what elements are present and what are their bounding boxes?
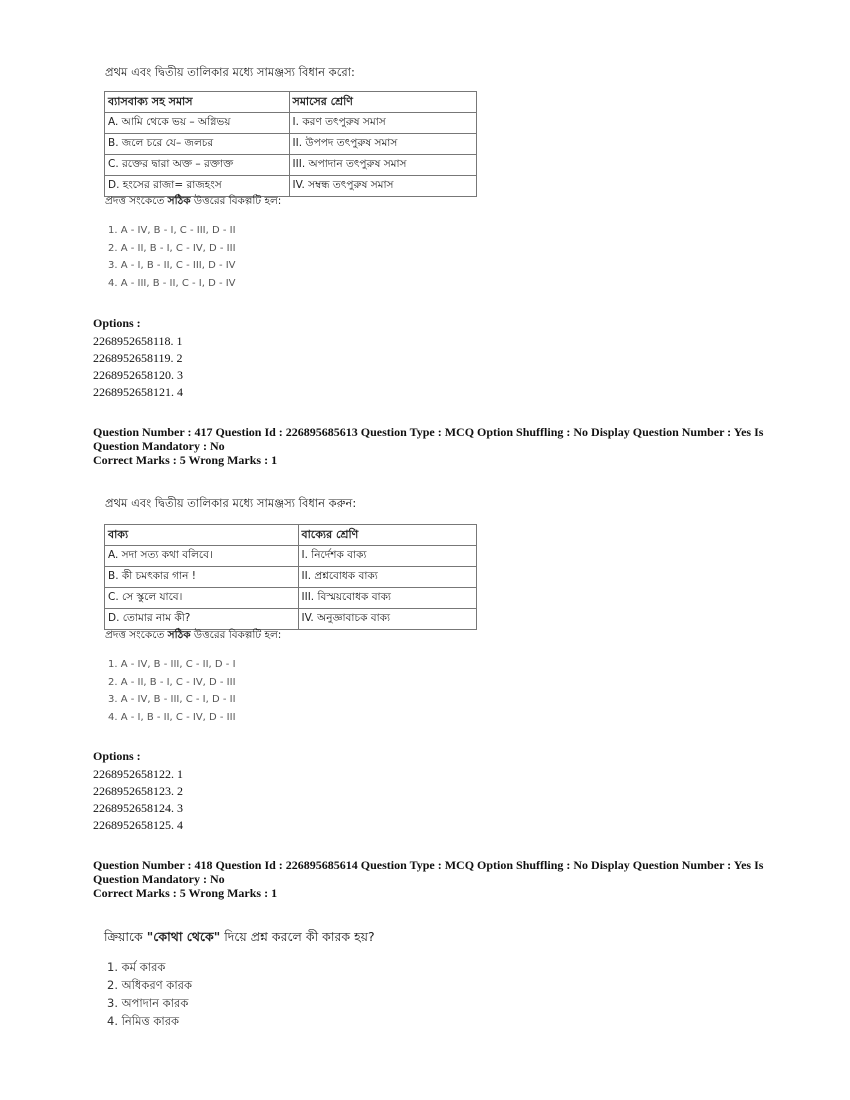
option-id-item: 2268952658124. 3: [93, 801, 183, 815]
table-header-cell: বাক্য: [105, 525, 299, 546]
q3-stem-suffix: দিয়ে প্রশ্ন করলে কী কারক হয়?: [220, 929, 375, 944]
table-cell: D. হংসের রাজা= রাজহংস: [105, 176, 290, 197]
table-cell: IV. সম্বন্ধ তৎপুরুষ সমাস: [289, 176, 476, 197]
table-cell: A. সদা সত্য কথা বলিবে।: [105, 546, 299, 567]
option-id-item: 2268952658120. 3: [93, 368, 183, 382]
q1-prompt: [105, 194, 281, 211]
table-row: [105, 567, 477, 588]
q2-prompt-bold: সঠিক: [167, 629, 191, 641]
q3-meta-line: Question Mandatory : No: [93, 872, 225, 886]
q1-prompt-bold: সঠিক: [167, 195, 191, 207]
q3-stem-prefix: ক্রিয়াকে: [104, 929, 147, 944]
q2-meta-block: [93, 425, 773, 467]
option-id-item: 2268952658121. 4: [93, 385, 183, 399]
table-cell: A. আমি থেকে ভয় – অগ্নিভয়: [105, 113, 290, 134]
choice-item: 1. A - IV, B - I, C - III, D - II: [108, 225, 236, 236]
table-row: [105, 155, 477, 176]
q2-instruction: প্রথম এবং দ্বিতীয় তালিকার মধ্যে সামঞ্জস্য বিধান করুন:: [105, 496, 357, 510]
q2-match-table: [104, 524, 477, 630]
q3-meta-line: Correct Marks : 5 Wrong Marks : 1: [93, 886, 278, 900]
q2-options-label: Options :: [93, 749, 141, 763]
table-cell: C. রক্তের দ্বারা অক্ত – রক্তাক্ত: [105, 155, 290, 176]
q3-meta-block: [93, 858, 773, 900]
choice-item: 3. A - IV, B - III, C - I, D - II: [108, 694, 236, 705]
table-cell: III. অপাদান তৎপুরুষ সমাস: [289, 155, 476, 176]
choice-item: 3. A - I, B - II, C - III, D - IV: [108, 260, 236, 271]
table-header-cell: ব্যাসবাক্য সহ সমাস: [105, 92, 290, 113]
q3-meta-line: Question Number : 418 Question Id : 226895685614 Question Type : MCQ Option Shuffling : No Display Question Number : Yes Is: [93, 858, 764, 872]
q1-prompt-suffix: উত্তরের বিকল্পটি হল:: [190, 195, 282, 207]
table-cell: D. তোমার নাম কী?: [105, 609, 299, 630]
q2-prompt: [105, 628, 281, 645]
choice-item: 2. A - II, B - I, C - IV, D - III: [108, 242, 236, 254]
table-cell: B. জলে চরে যে– জলচর: [105, 134, 290, 155]
choice-item: 4. A - I, B - II, C - IV, D - III: [108, 711, 236, 723]
choice-item: 2. অধিকরণ কারক: [107, 978, 193, 992]
table-cell: B. কী চমৎকার গান !: [105, 567, 299, 588]
q2-prompt-prefix: প্রদত্ত সংকেতে: [105, 629, 168, 641]
q1-instruction: প্রথম এবং দ্বিতীয় তালিকার মধ্যে সামঞ্জস্য বিধান করো:: [105, 65, 355, 79]
q3-stem: [104, 929, 375, 949]
option-id-item: 2268952658119. 2: [93, 351, 183, 365]
q2-meta-line: Question Number : 417 Question Id : 226895685613 Question Type : MCQ Option Shuffling : No Display Question Number : Yes Is: [93, 425, 764, 439]
option-id-item: 2268952658125. 4: [93, 818, 183, 832]
table-cell: I. করণ তৎপুরুষ সমাস: [289, 113, 476, 134]
table-cell: IV. অনুজ্ঞাবাচক বাক্য: [298, 609, 477, 630]
q2-choices-list: [108, 656, 236, 726]
q2-meta-line: Correct Marks : 5 Wrong Marks : 1: [93, 453, 278, 467]
table-row: [105, 113, 477, 134]
choice-item: 1. কর্ম কারক: [107, 960, 166, 974]
q1-choices-list: [108, 222, 236, 292]
table-cell: I. নির্দেশক বাক্য: [298, 546, 477, 567]
table-cell: III. বিস্ময়বোধক বাক্য: [298, 588, 477, 609]
q1-option-ids: [93, 333, 183, 401]
q2-option-ids: [93, 766, 183, 834]
choice-item: 4. নিমিত্ত কারক: [107, 1014, 180, 1028]
table-cell: II. উপপদ তৎপুরুষ সমাস: [289, 134, 476, 155]
table-row: [105, 588, 477, 609]
q1-prompt-prefix: প্রদত্ত সংকেতে: [105, 195, 168, 207]
table-row: [105, 546, 477, 567]
option-id-item: 2268952658122. 1: [93, 767, 183, 781]
option-id-item: 2268952658118. 1: [93, 334, 183, 348]
q3-choices-list: [107, 958, 192, 1030]
q1-options-label: Options :: [93, 316, 141, 330]
table-row: [105, 609, 477, 630]
q2-meta-line: Question Mandatory : No: [93, 439, 225, 453]
q2-prompt-suffix: উত্তরের বিকল্পটি হল:: [190, 629, 282, 641]
q3-stem-bold: "কোথা থেকে": [146, 929, 221, 944]
table-header-cell: সমাসের শ্রেণি: [289, 92, 476, 113]
table-cell: II. প্রশ্নবোধক বাক্য: [298, 567, 477, 588]
choice-item: 4. A - III, B - II, C - I, D - IV: [108, 277, 236, 289]
table-row: [105, 134, 477, 155]
choice-item: 3. অপাদান কারক: [107, 996, 189, 1010]
option-id-item: 2268952658123. 2: [93, 784, 183, 798]
table-cell: C. সে স্কুলে যাবে।: [105, 588, 299, 609]
choice-item: 1. A - IV, B - III, C - II, D - I: [108, 659, 236, 670]
choice-item: 2. A - II, B - I, C - IV, D - III: [108, 676, 236, 688]
table-header-cell: বাক্যের শ্রেণি: [298, 525, 477, 546]
q1-match-table: [104, 91, 477, 197]
table-header-row: [105, 525, 477, 546]
table-header-row: [105, 92, 477, 113]
